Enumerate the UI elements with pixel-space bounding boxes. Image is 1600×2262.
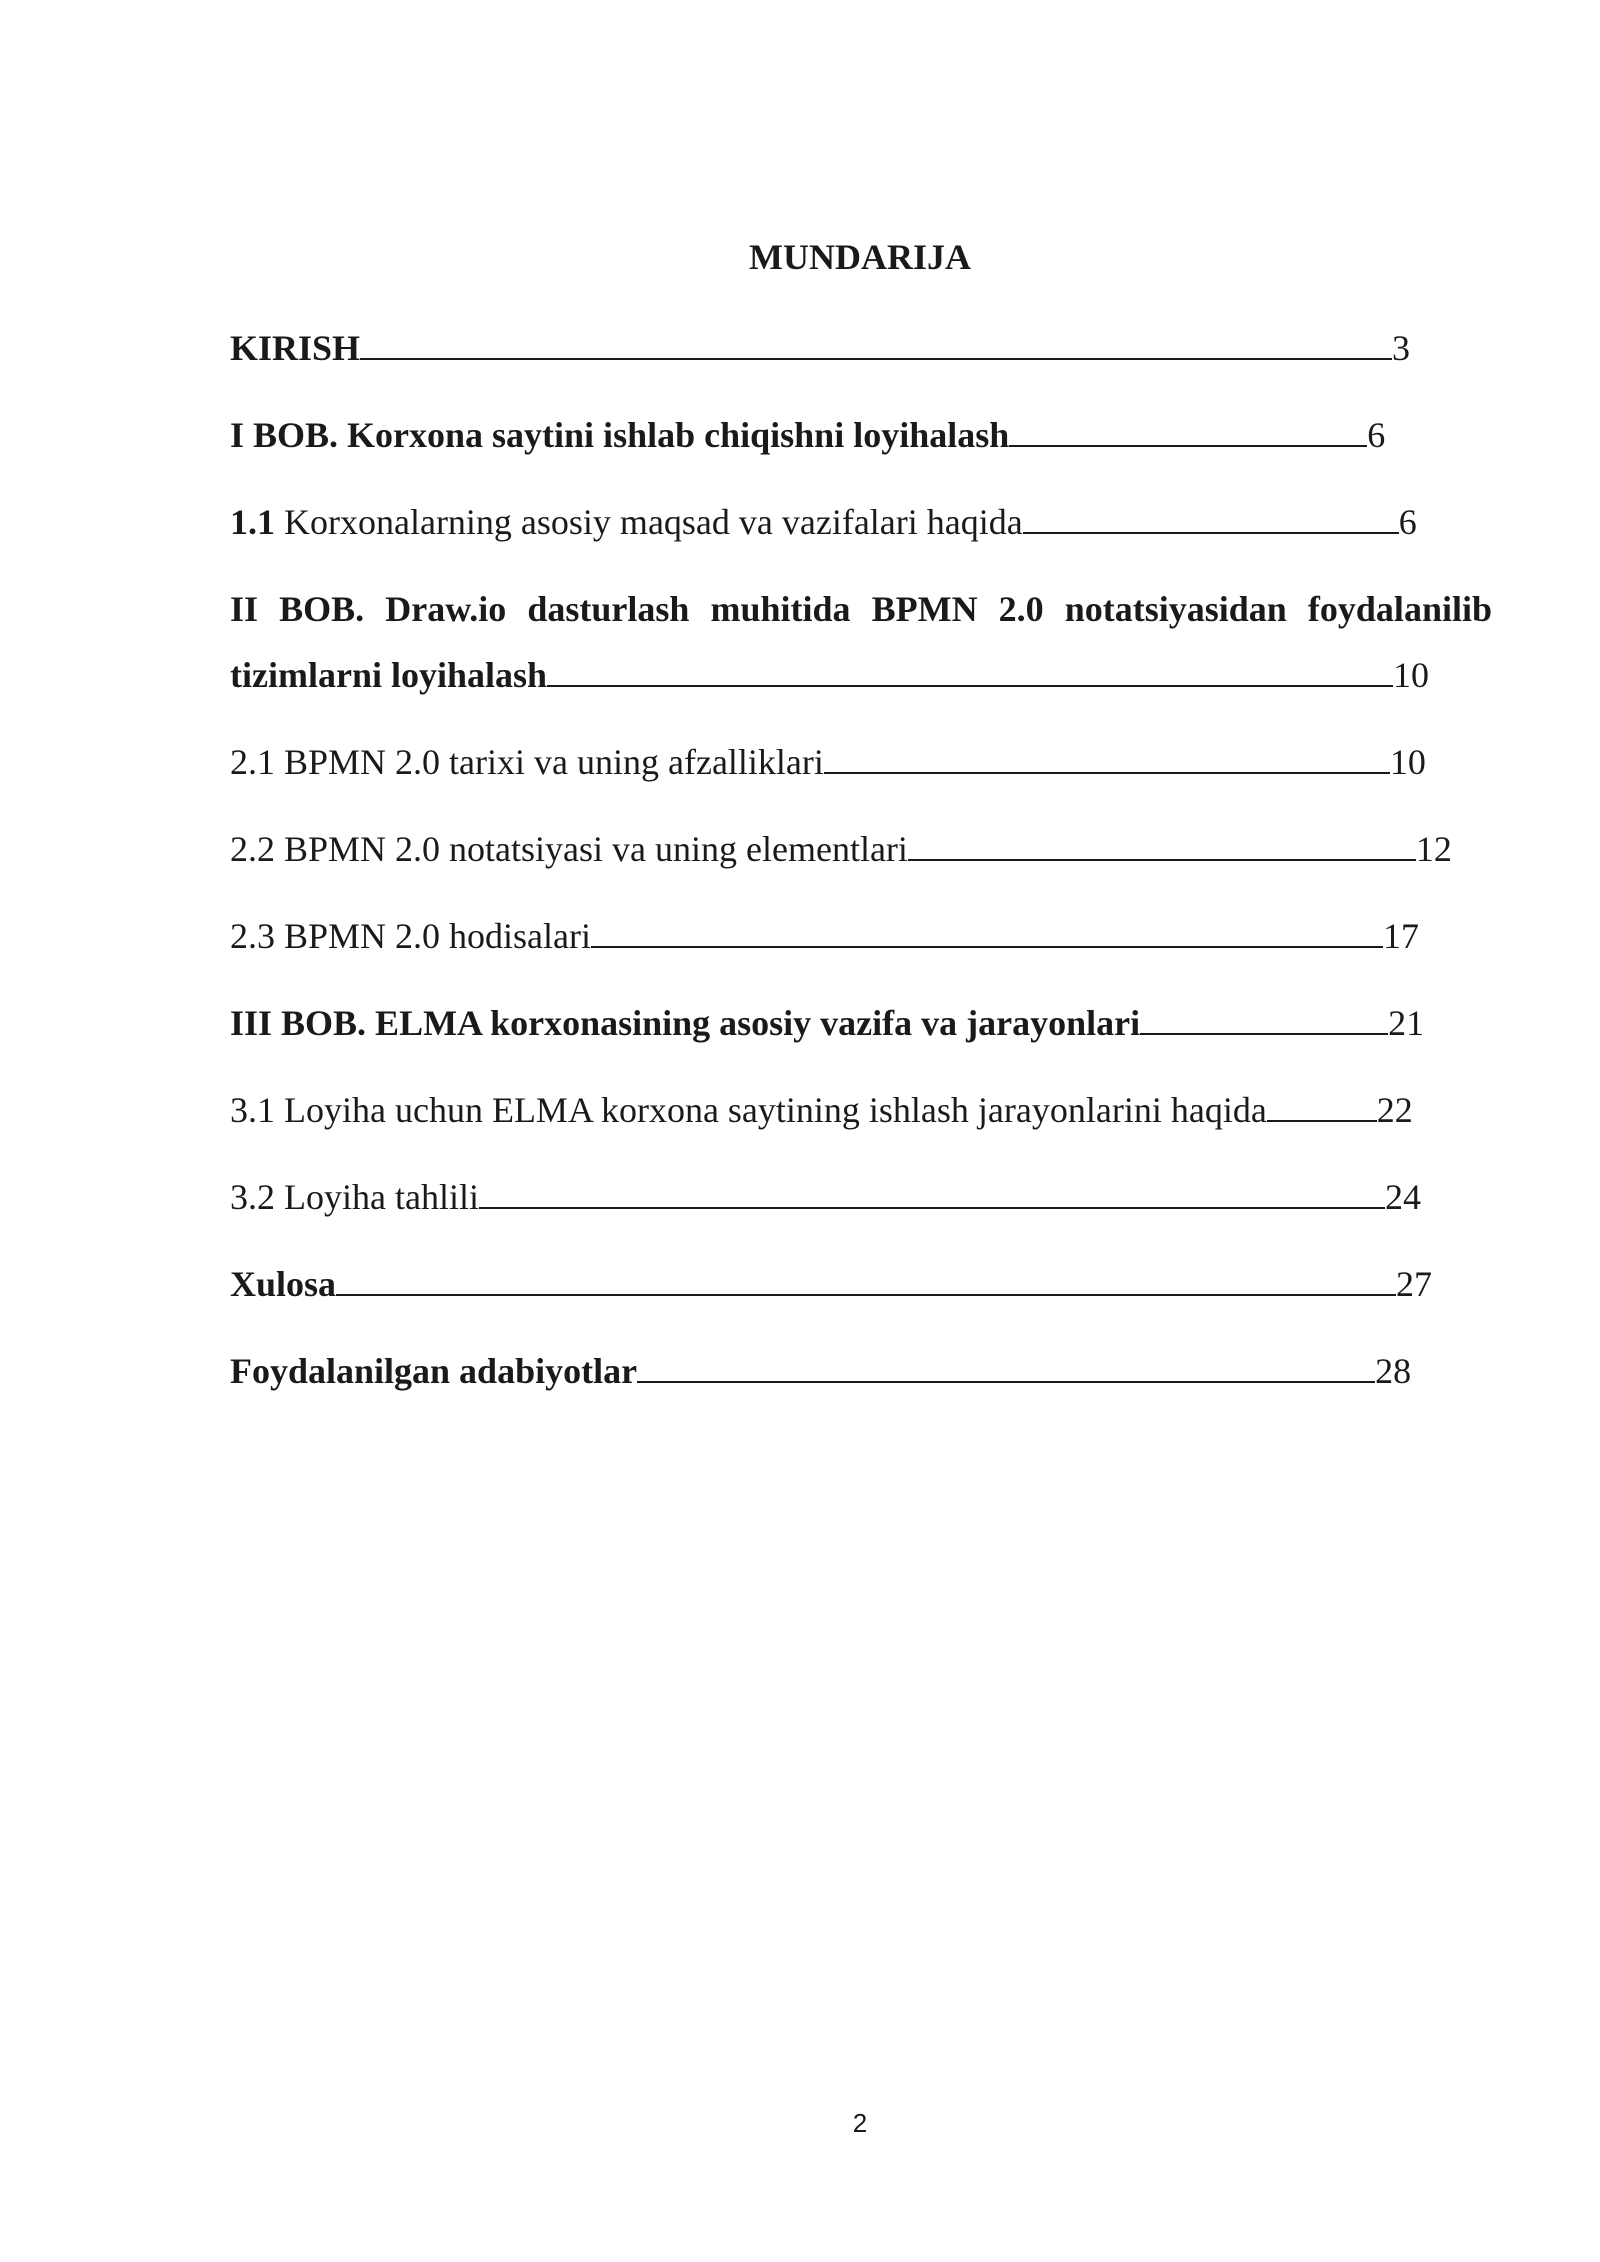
toc-entry-page: 10 bbox=[1393, 655, 1430, 695]
toc-leader bbox=[1009, 417, 1367, 447]
toc-entry-2-3 bbox=[230, 914, 1419, 958]
page-number: 2 bbox=[852, 2108, 868, 2138]
toc-leader bbox=[479, 1179, 1385, 1209]
toc-leader bbox=[1140, 1005, 1388, 1035]
toc-entry-page: 28 bbox=[1375, 1351, 1412, 1391]
toc-entry-chapter-3 bbox=[230, 1001, 1424, 1045]
toc-entry-chapter-2-line1: II BOB. Draw.io dasturlash muhitida BPMN 2.0 notatsiyasidan foydalanilib bbox=[230, 589, 1492, 629]
toc-entry-3-2 bbox=[230, 1175, 1421, 1219]
toc-entry-label: 3.2 Loyiha tahlili bbox=[230, 1177, 479, 1217]
toc-leader bbox=[591, 918, 1383, 948]
toc-leader bbox=[336, 1266, 1396, 1296]
toc-leader bbox=[824, 744, 1390, 774]
toc-entry-label: Korxonalarning asosiy maqsad va vazifalari haqida bbox=[275, 502, 1023, 542]
toc-entry-page: 21 bbox=[1388, 1003, 1425, 1043]
toc-entry-2-1 bbox=[230, 740, 1426, 784]
toc-leader bbox=[360, 330, 1392, 360]
toc-entry-label: 2.2 BPMN 2.0 notatsiyasi va uning elementlari bbox=[230, 829, 908, 869]
toc-entry-page: 24 bbox=[1384, 1177, 1421, 1217]
toc-entry-label: III BOB. ELMA korxonasining asosiy vazifa va jarayonlari bbox=[230, 1003, 1141, 1043]
toc-leader bbox=[908, 831, 1416, 861]
toc-leader bbox=[637, 1353, 1375, 1383]
toc-entry-kirish bbox=[230, 326, 1410, 370]
page-title: MUNDARIJA bbox=[749, 237, 971, 277]
toc-entry-label: Foydalanilgan adabiyotlar bbox=[230, 1351, 638, 1391]
toc-leader bbox=[1023, 504, 1399, 534]
toc-entry-label: Xulosa bbox=[230, 1264, 337, 1304]
toc-entry-label: 2.1 BPMN 2.0 tarixi va uning afzalliklari bbox=[230, 742, 824, 782]
toc-entry-number: 1.1 bbox=[230, 502, 275, 542]
toc-entry-1-1 bbox=[230, 500, 1417, 544]
toc-entry-page: 3 bbox=[1392, 328, 1411, 368]
toc-entry-chapter-2 bbox=[230, 653, 1429, 697]
toc-entry-page: 27 bbox=[1396, 1264, 1433, 1304]
toc-entry-page: 6 bbox=[1398, 502, 1417, 542]
toc-entry-page: 6 bbox=[1367, 415, 1386, 455]
toc-entry-label: I BOB. Korxona saytini ishlab chiqishni loyihalash bbox=[230, 415, 1010, 455]
toc-entry-label: tizimlarni loyihalash bbox=[230, 655, 548, 695]
toc-entry-page: 12 bbox=[1415, 829, 1452, 869]
toc-entry-page: 22 bbox=[1376, 1090, 1413, 1130]
toc-entry-label: 2.3 BPMN 2.0 hodisalari bbox=[230, 916, 592, 956]
toc-entry-3-1 bbox=[230, 1088, 1413, 1132]
toc-entry-xulosa bbox=[230, 1262, 1432, 1306]
toc-entry-page: 17 bbox=[1383, 916, 1420, 956]
toc-entry-page: 10 bbox=[1389, 742, 1426, 782]
toc-entry-label: 3.1 Loyiha uchun ELMA korxona saytining ishlash jarayonlarini haqida bbox=[230, 1090, 1267, 1130]
toc-entry-label: KIRISH bbox=[230, 328, 361, 368]
toc-entry-adabiyotlar bbox=[230, 1349, 1411, 1393]
toc-entry-chapter-1 bbox=[230, 413, 1385, 457]
toc-leader bbox=[547, 657, 1393, 687]
toc-leader bbox=[1267, 1092, 1377, 1122]
toc-entry-2-2 bbox=[230, 827, 1452, 871]
